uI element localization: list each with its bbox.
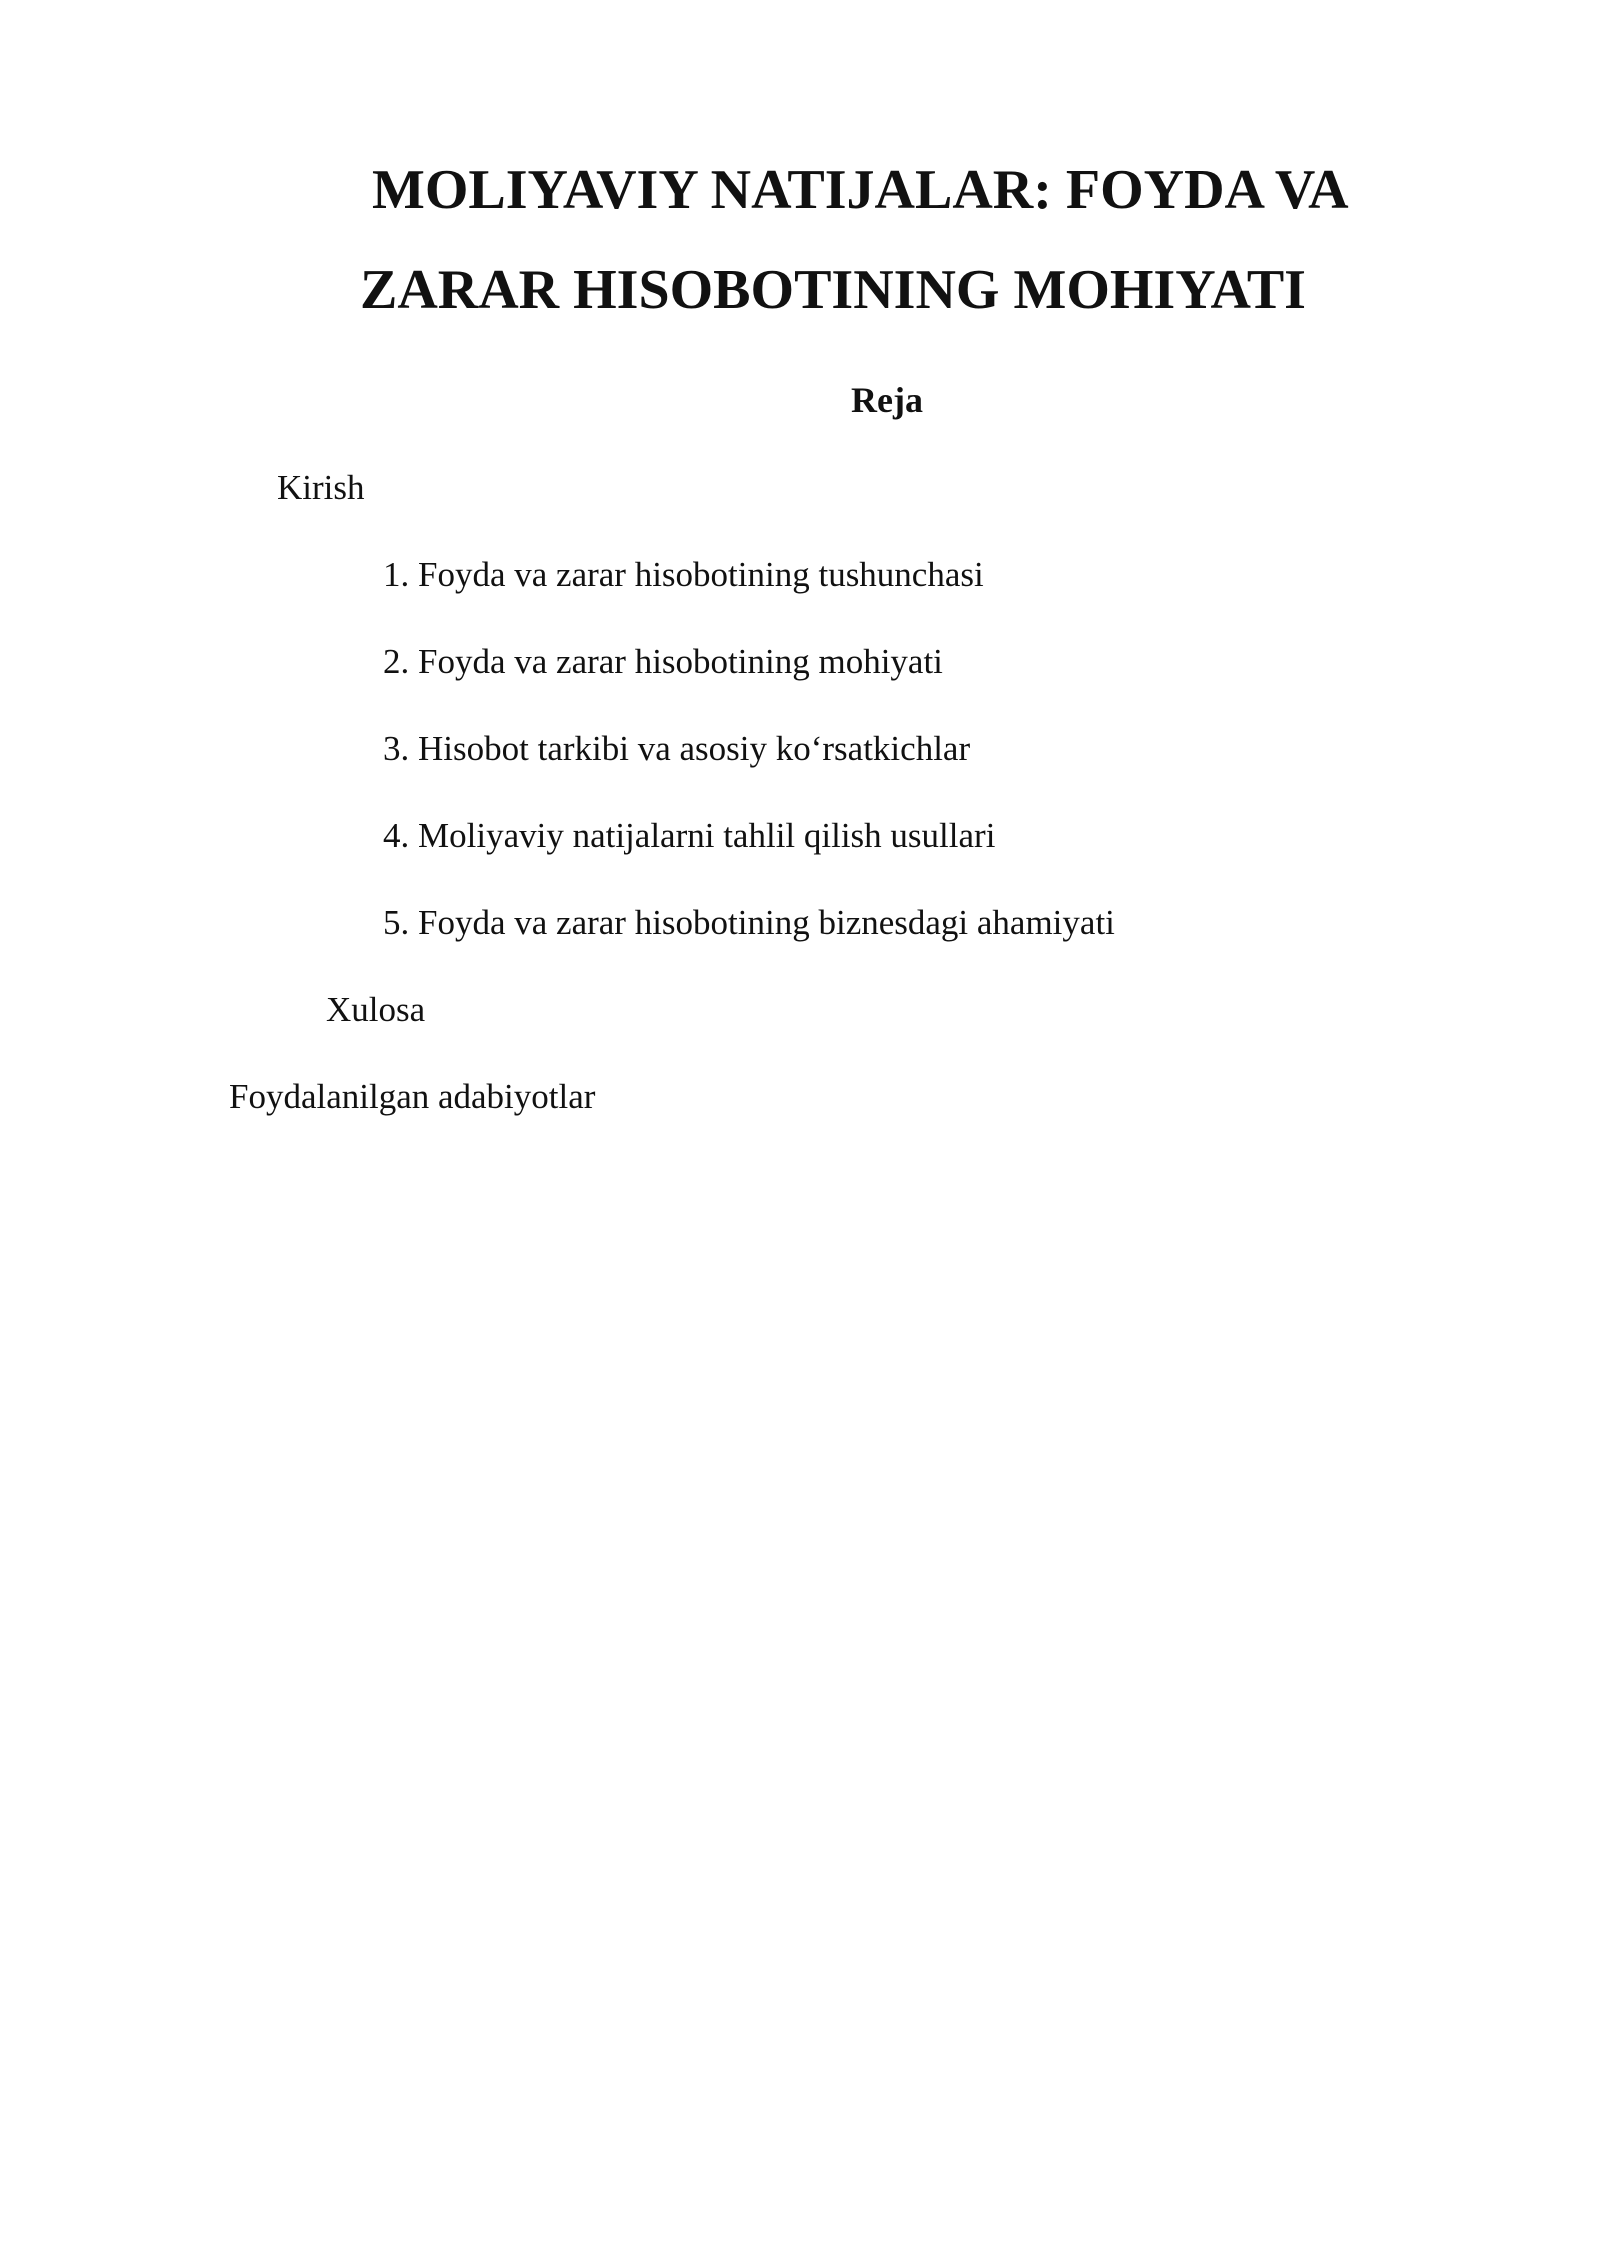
- plan-item-5: 5. Foyda va zarar hisobotining biznesdagi ahamiyati: [383, 903, 1115, 942]
- references-item: Foydalanilgan adabiyotlar: [229, 1077, 596, 1116]
- intro-item: Kirish: [277, 468, 365, 507]
- plan-item-1: 1. Foyda va zarar hisobotining tushunchasi: [383, 555, 984, 594]
- plan-item-3: 3. Hisobot tarkibi va asosiy ko‘rsatkichlar: [383, 729, 971, 768]
- plan-item-4: 4. Moliyaviy natijalarni tahlil qilish usullari: [383, 816, 996, 855]
- title-line-1: MOLIYAVIY NATIJALAR: FOYDA VA: [372, 159, 1349, 221]
- plan-item-2: 2. Foyda va zarar hisobotining mohiyati: [383, 642, 943, 681]
- title-line-2: ZARAR HISOBOTINING MOHIYATI: [360, 259, 1306, 321]
- conclusion-item: Xulosa: [326, 990, 426, 1029]
- plan-heading: Reja: [851, 380, 923, 420]
